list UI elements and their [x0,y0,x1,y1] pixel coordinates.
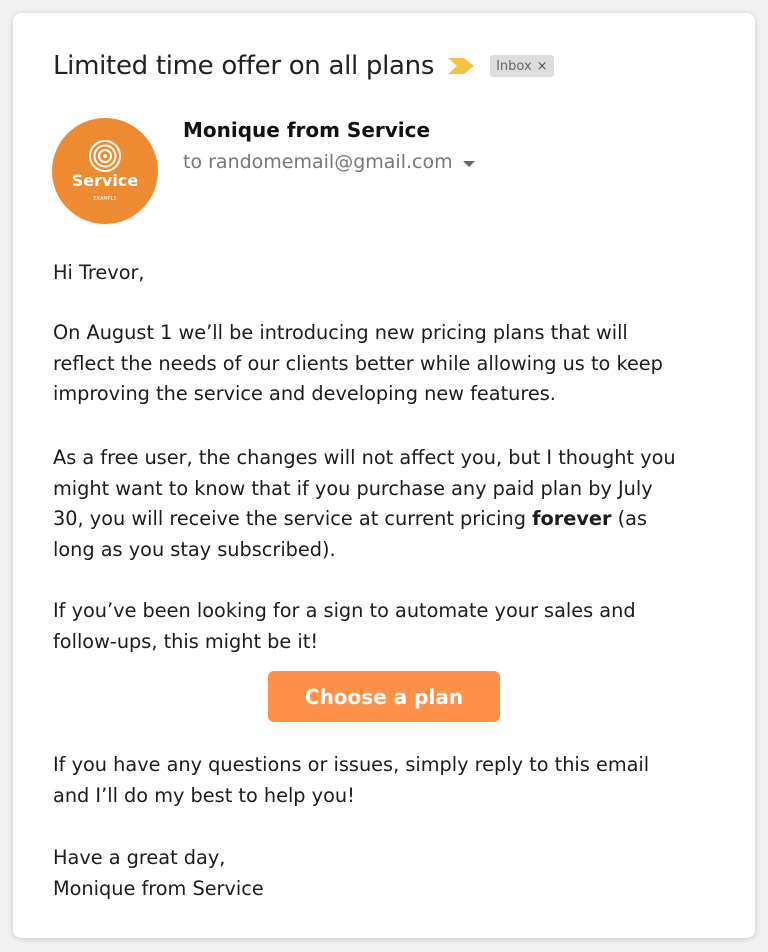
greeting: Hi Trevor, [53,261,145,284]
paragraph-line: might want to know that if you purchase any paid plan by July [53,476,653,500]
paragraph-support [53,750,733,811]
paragraph-line: reflect the needs of our clients better while allowing us to keep [53,351,663,375]
paragraph-free-user-offer [53,443,733,565]
paragraph-line-part: (as [611,507,648,530]
signature-line: Monique from Service [53,876,264,900]
paragraph-line [53,504,733,535]
service-logo-icon [52,118,158,224]
remove-label-icon[interactable]: × [536,58,548,74]
paragraph-line: On August 1 we’ll be introducing new pricing plans that will [53,321,628,344]
emphasis-forever: forever [532,507,612,530]
paragraph-line: If you’ve been looking for a sign to automate your sales and [53,599,636,622]
recipient-row[interactable] [183,151,475,173]
avatar-logo-subtext: EXAMPLE [93,196,117,202]
importance-marker-icon[interactable] [446,55,480,77]
paragraph-line: long as you stay subscribed). [53,537,336,561]
paragraph-automation-sign [53,596,733,657]
paragraph-line: and I’ll do my best to help you! [53,783,355,807]
sender-name: Monique from Service [183,118,431,142]
avatar-logo-text: Service [71,171,139,190]
closing-line: Have a great day, [53,846,226,869]
sender-avatar [52,118,158,224]
email-subject: Limited time offer on all plans [53,51,435,81]
choose-plan-button[interactable]: Choose a plan [268,671,500,722]
paragraph-line: As a free user, the changes will not affect you, but I thought you [53,446,676,469]
paragraph-line-part: 30, you will receive the service at current pricing [53,507,533,530]
recipient-text: to randomemail@gmail.com [183,151,453,173]
subject-row [53,51,554,81]
inbox-label-text: Inbox [496,58,532,74]
paragraph-line: If you have any questions or issues, simply reply to this email [53,753,650,776]
chevron-down-icon[interactable] [463,161,475,167]
paragraph-pricing-intro [53,318,733,410]
inbox-label-badge [490,55,553,77]
paragraph-line: improving the service and developing new features. [53,382,556,405]
email-card [13,13,755,938]
email-signoff [53,843,733,904]
paragraph-line: follow-ups, this might be it! [53,629,319,653]
